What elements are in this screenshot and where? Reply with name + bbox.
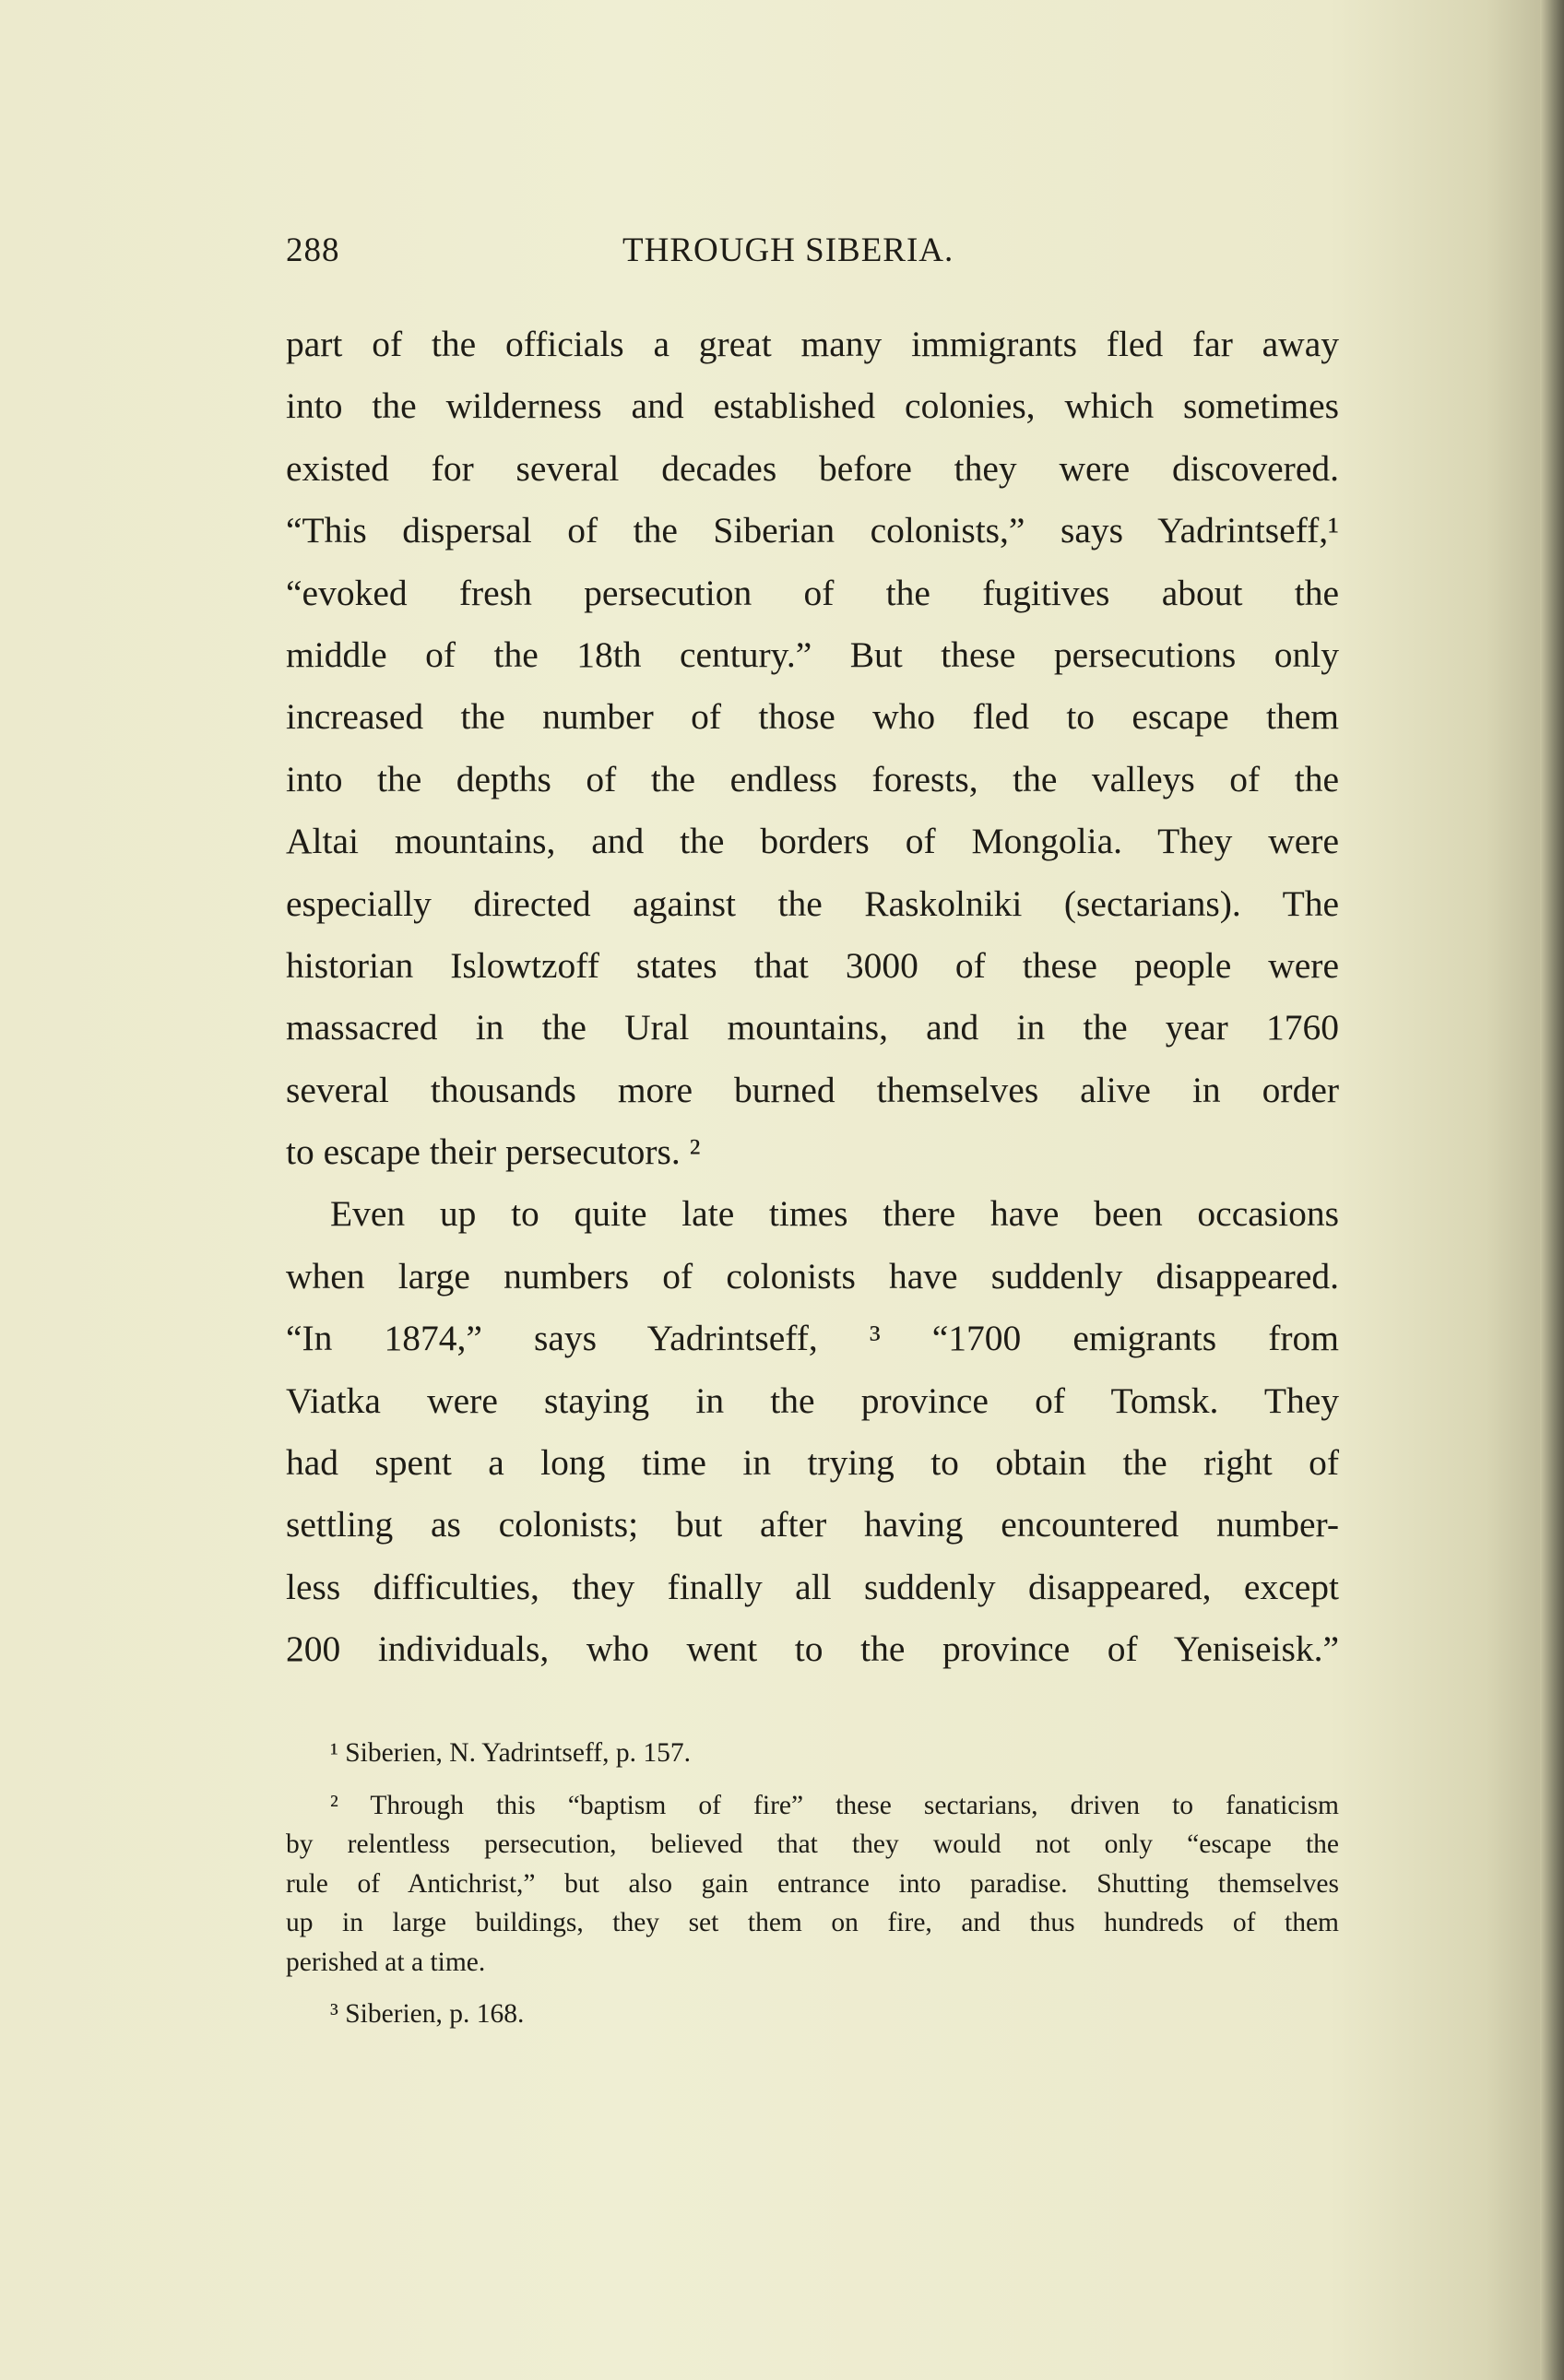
footnote-2-line: perished at a time. bbox=[286, 1947, 486, 1977]
text-line: increased the number of those who fled to escape them bbox=[286, 696, 1339, 738]
footnote-2-line: ² Through this “baptism of fire” these sectarians, driven to fanaticism bbox=[330, 1790, 1339, 1820]
footnote-2-line: by relentless persecution, believed that they would not only “escape the bbox=[286, 1829, 1339, 1859]
text-line: Even up to quite late times there have been occasions bbox=[330, 1193, 1339, 1235]
text-line: several thousands more burned themselves alive in order bbox=[286, 1069, 1339, 1110]
body-text bbox=[286, 314, 1339, 1681]
text-line: existed for several decades before they were discovered. bbox=[286, 447, 1339, 489]
page-number: 288 bbox=[286, 231, 340, 269]
text-line: when large numbers of colonists have suddenly disappeared. bbox=[286, 1255, 1339, 1297]
running-header bbox=[286, 231, 1337, 286]
text-line: “In 1874,” says Yadrintseff, ³ “1700 emigrants from bbox=[286, 1318, 1339, 1359]
text-line: “evoked fresh persecution of the fugitives about the bbox=[286, 572, 1339, 613]
text-line: middle of the 18th century.” But these persecutions only bbox=[286, 633, 1339, 675]
text-line: less difficulties, they finally all suddenly disappeared, except bbox=[286, 1566, 1339, 1607]
text-line: especially directed against the Raskolniki (sectarians). The bbox=[286, 882, 1339, 924]
footnote-2-line: rule of Antichrist,” but also gain entrance into paradise. Shutting themselves bbox=[286, 1868, 1339, 1899]
text-line: Altai mountains, and the borders of Mongolia. They were bbox=[286, 821, 1339, 862]
text-line: 200 individuals, who went to the province of Yeniseisk.” bbox=[286, 1628, 1339, 1670]
text-line: massacred in the Ural mountains, and in the year 1760 bbox=[286, 1007, 1339, 1048]
text-line: part of the officials a great many immigrants fled far away bbox=[286, 324, 1339, 364]
running-title: THROUGH SIBERIA. bbox=[622, 231, 954, 269]
text-line: “This dispersal of the Siberian colonists,” says Yadrintseff,¹ bbox=[286, 510, 1339, 551]
text-line: Viatka were staying in the province of Tomsk. They bbox=[286, 1379, 1339, 1421]
text-line: historian Islowtzoff states that 3000 of these people were bbox=[286, 944, 1339, 986]
footnote-2-line: up in large buildings, they set them on fire, and thus hundreds of them bbox=[286, 1908, 1339, 1937]
page-edge bbox=[1540, 0, 1564, 2380]
footnote-1: ¹ Siberien, N. Yadrintseff, p. 157. bbox=[330, 1738, 691, 1768]
text-line: into the wilderness and established colonies, which sometimes bbox=[286, 385, 1339, 427]
text-line: settling as colonists; but after having encountered number- bbox=[286, 1504, 1339, 1545]
footnote-3: ³ Siberien, p. 168. bbox=[330, 1999, 525, 2029]
footnotes bbox=[286, 1734, 1339, 2034]
text-line: into the depths of the endless forests, the valleys of the bbox=[286, 758, 1339, 799]
text-line: to escape their persecutors. ² bbox=[286, 1131, 701, 1173]
text-line: had spent a long time in trying to obtain the right of bbox=[286, 1442, 1339, 1484]
